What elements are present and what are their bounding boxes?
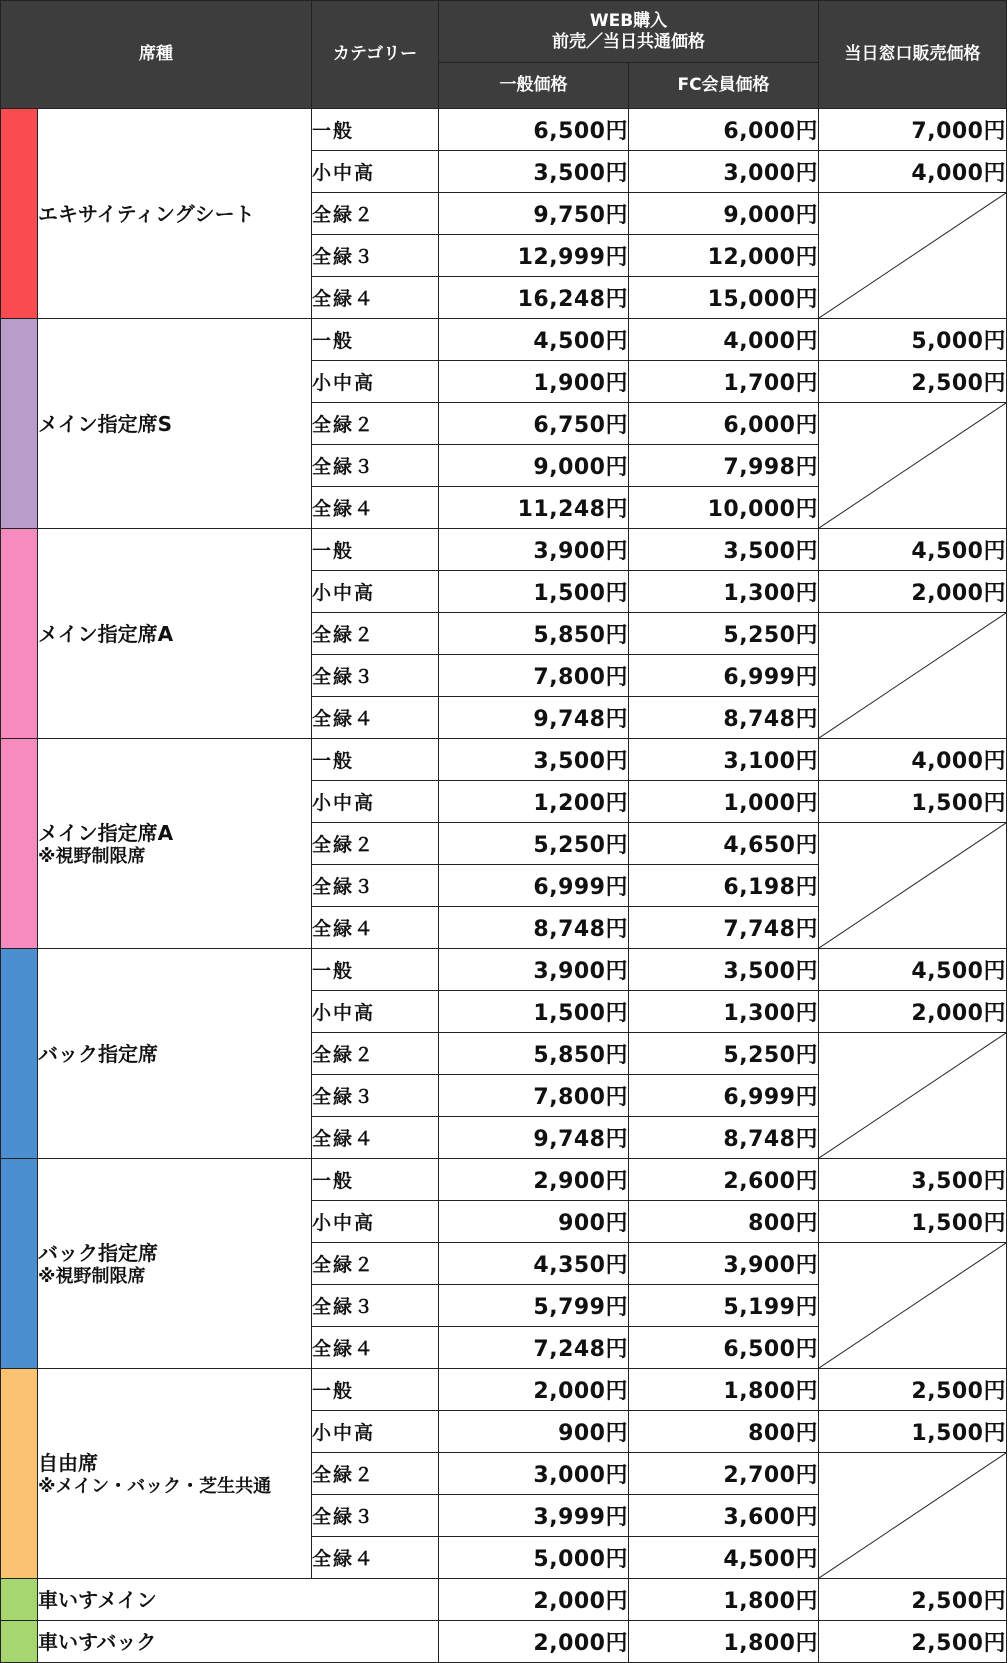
general-price-cell: 5,850円 (439, 613, 629, 655)
category-cell: 小中高 (312, 361, 439, 403)
general-price-cell: 7,800円 (439, 1075, 629, 1117)
table-row (1, 1369, 1007, 1411)
window-price-cell: 1,500円 (819, 781, 1007, 823)
window-price-cell: 5,000円 (819, 319, 1007, 361)
general-price-cell: 7,248円 (439, 1327, 629, 1369)
seat-color-swatch (1, 529, 38, 739)
seat-type-name: メイン指定席A (38, 621, 174, 646)
seat-type-note: ※視野制限席 (38, 845, 146, 867)
general-price-cell: 9,750円 (439, 193, 629, 235)
seat-color-swatch (1, 1579, 38, 1621)
category-cell: 全緑４ (312, 487, 439, 529)
not-available-cell (819, 1453, 1007, 1579)
seat-type-cell (38, 319, 312, 529)
seat-color-swatch (1, 109, 38, 319)
general-price-cell: 3,900円 (439, 529, 629, 571)
fc-price-cell: 1,300円 (629, 571, 819, 613)
fc-price-cell: 4,000円 (629, 319, 819, 361)
seat-type-name: 車いすバック (38, 1621, 439, 1663)
category-cell: 全緑３ (312, 1285, 439, 1327)
category-cell: 全緑３ (312, 865, 439, 907)
table-row (1, 109, 1007, 151)
general-price-cell: 6,750円 (439, 403, 629, 445)
header-web-line1: WEB購入 (589, 10, 668, 31)
category-cell: 一般 (312, 739, 439, 781)
general-price-cell: 2,000円 (439, 1579, 629, 1621)
table-row (1, 739, 1007, 781)
fc-price-cell: 6,000円 (629, 403, 819, 445)
fc-price-cell: 6,500円 (629, 1327, 819, 1369)
window-price-cell: 7,000円 (819, 109, 1007, 151)
seat-color-swatch (1, 1621, 38, 1663)
general-price-cell: 2,000円 (439, 1621, 629, 1663)
fc-price-cell: 4,650円 (629, 823, 819, 865)
seat-type-name: メイン指定席S (38, 411, 173, 436)
header-web-line2: 前売／当日共通価格 (552, 31, 705, 52)
category-cell: 小中高 (312, 151, 439, 193)
category-cell: 全緑３ (312, 1495, 439, 1537)
table-row (1, 1579, 1007, 1621)
category-cell: 小中高 (312, 1201, 439, 1243)
fc-price-cell: 2,600円 (629, 1159, 819, 1201)
category-cell: 全緑２ (312, 1453, 439, 1495)
seat-color-swatch (1, 1159, 38, 1369)
table-header (1, 1, 1007, 109)
header-general-price: 一般価格 (439, 63, 629, 109)
not-available-cell (819, 1243, 1007, 1369)
seat-type-note: ※メイン・バック・芝生共通 (38, 1475, 272, 1497)
general-price-cell: 7,800円 (439, 655, 629, 697)
general-price-cell: 3,999円 (439, 1495, 629, 1537)
fc-price-cell: 5,250円 (629, 1033, 819, 1075)
category-cell: 小中高 (312, 571, 439, 613)
general-price-cell: 12,999円 (439, 235, 629, 277)
window-price-cell: 1,500円 (819, 1411, 1007, 1453)
seat-type-cell (38, 739, 312, 949)
general-price-cell: 1,500円 (439, 571, 629, 613)
category-cell: 全緑４ (312, 1327, 439, 1369)
category-cell: 全緑２ (312, 403, 439, 445)
diagonal-slash (819, 823, 1006, 948)
window-price-cell: 4,000円 (819, 151, 1007, 193)
table-row (1, 949, 1007, 991)
seat-type-name: バック指定席 (38, 1041, 158, 1066)
fc-price-cell: 6,999円 (629, 1075, 819, 1117)
general-price-cell: 6,999円 (439, 865, 629, 907)
seat-type-cell (38, 949, 312, 1159)
seat-type-cell (38, 1369, 312, 1579)
category-cell: 全緑４ (312, 697, 439, 739)
general-price-cell: 4,350円 (439, 1243, 629, 1285)
fc-price-cell: 800円 (629, 1201, 819, 1243)
fc-price-cell: 4,500円 (629, 1537, 819, 1579)
window-price-cell: 2,500円 (819, 1579, 1007, 1621)
fc-price-cell: 15,000円 (629, 277, 819, 319)
window-price-cell: 2,500円 (819, 361, 1007, 403)
seat-color-swatch (1, 1369, 38, 1579)
table-body (1, 109, 1007, 1663)
header-web-purchase (439, 1, 819, 63)
fc-price-cell: 2,700円 (629, 1453, 819, 1495)
general-price-cell: 9,000円 (439, 445, 629, 487)
fc-price-cell: 5,250円 (629, 613, 819, 655)
table-row (1, 319, 1007, 361)
general-price-cell: 11,248円 (439, 487, 629, 529)
category-cell: 全緑４ (312, 907, 439, 949)
fc-price-cell: 1,700円 (629, 361, 819, 403)
fc-price-cell: 3,900円 (629, 1243, 819, 1285)
general-price-cell: 1,900円 (439, 361, 629, 403)
fc-price-cell: 7,748円 (629, 907, 819, 949)
category-cell: 一般 (312, 529, 439, 571)
fc-price-cell: 800円 (629, 1411, 819, 1453)
category-cell: 一般 (312, 109, 439, 151)
table-row (1, 1159, 1007, 1201)
seat-type-name: 自由席 (38, 1450, 98, 1475)
seat-type-name: メイン指定席A (38, 820, 174, 845)
seat-type-cell (38, 109, 312, 319)
seat-type-name: バック指定席 (38, 1240, 158, 1265)
category-cell: 全緑３ (312, 235, 439, 277)
category-cell: 小中高 (312, 991, 439, 1033)
seat-type-note: ※視野制限席 (38, 1265, 146, 1287)
fc-price-cell: 1,300円 (629, 991, 819, 1033)
diagonal-slash (819, 1243, 1006, 1368)
seat-type-name: 車いすメイン (38, 1579, 439, 1621)
general-price-cell: 6,500円 (439, 109, 629, 151)
general-price-cell: 5,850円 (439, 1033, 629, 1075)
category-cell: 一般 (312, 949, 439, 991)
header-window-price: 当日窓口販売価格 (819, 1, 1007, 109)
fc-price-cell: 5,199円 (629, 1285, 819, 1327)
fc-price-cell: 1,000円 (629, 781, 819, 823)
general-price-cell: 9,748円 (439, 1117, 629, 1159)
window-price-cell: 2,500円 (819, 1369, 1007, 1411)
category-cell: 全緑２ (312, 613, 439, 655)
category-cell: 全緑２ (312, 823, 439, 865)
general-price-cell: 8,748円 (439, 907, 629, 949)
window-price-cell: 1,500円 (819, 1201, 1007, 1243)
category-cell: 全緑４ (312, 1537, 439, 1579)
diagonal-slash (819, 193, 1006, 318)
diagonal-slash (819, 1453, 1006, 1578)
not-available-cell (819, 193, 1007, 319)
category-cell: 一般 (312, 1159, 439, 1201)
window-price-cell: 2,000円 (819, 571, 1007, 613)
window-price-cell: 2,500円 (819, 1621, 1007, 1663)
not-available-cell (819, 1033, 1007, 1159)
not-available-cell (819, 823, 1007, 949)
seat-color-swatch (1, 739, 38, 949)
general-price-cell: 9,748円 (439, 697, 629, 739)
category-cell: 一般 (312, 1369, 439, 1411)
category-cell: 全緑３ (312, 1075, 439, 1117)
general-price-cell: 3,500円 (439, 151, 629, 193)
fc-price-cell: 3,500円 (629, 949, 819, 991)
fc-price-cell: 6,999円 (629, 655, 819, 697)
fc-price-cell: 9,000円 (629, 193, 819, 235)
category-cell: 全緑２ (312, 1243, 439, 1285)
diagonal-slash (819, 1033, 1006, 1158)
window-price-cell: 3,500円 (819, 1159, 1007, 1201)
fc-price-cell: 7,998円 (629, 445, 819, 487)
seat-type-cell (38, 1159, 312, 1369)
general-price-cell: 2,900円 (439, 1159, 629, 1201)
fc-price-cell: 1,800円 (629, 1621, 819, 1663)
general-price-cell: 5,000円 (439, 1537, 629, 1579)
category-cell: 小中高 (312, 781, 439, 823)
fc-price-cell: 3,100円 (629, 739, 819, 781)
general-price-cell: 2,000円 (439, 1369, 629, 1411)
table-row (1, 1621, 1007, 1663)
header-seat-type: 席種 (1, 1, 312, 109)
general-price-cell: 4,500円 (439, 319, 629, 361)
category-cell: 全緑２ (312, 1033, 439, 1075)
fc-price-cell: 12,000円 (629, 235, 819, 277)
not-available-cell (819, 613, 1007, 739)
category-cell: 一般 (312, 319, 439, 361)
seat-type-cell (38, 529, 312, 739)
general-price-cell: 900円 (439, 1411, 629, 1453)
window-price-cell: 4,500円 (819, 949, 1007, 991)
fc-price-cell: 3,600円 (629, 1495, 819, 1537)
window-price-cell: 4,500円 (819, 529, 1007, 571)
fc-price-cell: 6,198円 (629, 865, 819, 907)
category-cell: 小中高 (312, 1411, 439, 1453)
header-fc-price: FC会員価格 (629, 63, 819, 109)
category-cell: 全緑２ (312, 193, 439, 235)
window-price-cell: 4,000円 (819, 739, 1007, 781)
window-price-cell: 2,000円 (819, 991, 1007, 1033)
general-price-cell: 900円 (439, 1201, 629, 1243)
table-row (1, 529, 1007, 571)
seat-type-name: エキサイティングシート (38, 201, 255, 226)
fc-price-cell: 1,800円 (629, 1369, 819, 1411)
category-cell: 全緑３ (312, 655, 439, 697)
general-price-cell: 5,799円 (439, 1285, 629, 1327)
seat-color-swatch (1, 949, 38, 1159)
general-price-cell: 1,500円 (439, 991, 629, 1033)
category-cell: 全緑４ (312, 277, 439, 319)
category-cell: 全緑３ (312, 445, 439, 487)
header-category: カテゴリー (312, 1, 439, 109)
seat-color-swatch (1, 319, 38, 529)
diagonal-slash (819, 613, 1006, 738)
fc-price-cell: 1,800円 (629, 1579, 819, 1621)
not-available-cell (819, 403, 1007, 529)
fc-price-cell: 8,748円 (629, 1117, 819, 1159)
general-price-cell: 16,248円 (439, 277, 629, 319)
fc-price-cell: 3,000円 (629, 151, 819, 193)
general-price-cell: 3,900円 (439, 949, 629, 991)
diagonal-slash (819, 403, 1006, 528)
fc-price-cell: 10,000円 (629, 487, 819, 529)
fc-price-cell: 8,748円 (629, 697, 819, 739)
fc-price-cell: 6,000円 (629, 109, 819, 151)
category-cell: 全緑４ (312, 1117, 439, 1159)
general-price-cell: 1,200円 (439, 781, 629, 823)
general-price-cell: 3,500円 (439, 739, 629, 781)
general-price-cell: 3,000円 (439, 1453, 629, 1495)
fc-price-cell: 3,500円 (629, 529, 819, 571)
general-price-cell: 5,250円 (439, 823, 629, 865)
